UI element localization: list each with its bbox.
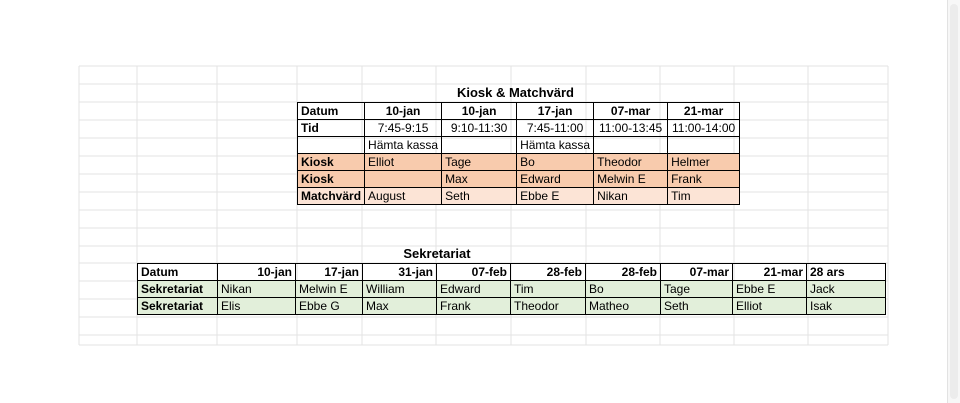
cell[interactable]: Bo (586, 281, 661, 298)
cell[interactable]: Elliot (733, 298, 807, 315)
sekretariat-table (137, 263, 886, 315)
sekretariat-header-row (138, 264, 886, 281)
cell[interactable]: 28-feb (586, 264, 661, 281)
cell[interactable]: Ebbe E (517, 188, 594, 205)
cell[interactable]: 7:45-9:15 (365, 120, 442, 137)
matchvard-row (298, 188, 740, 205)
cell[interactable] (442, 137, 517, 154)
cell[interactable]: Nikan (594, 188, 668, 205)
cell[interactable]: Datum (138, 264, 218, 281)
kiosk-table-title: Kiosk & Matchvärd (456, 85, 575, 100)
cell[interactable]: Isak (807, 298, 886, 315)
cell[interactable]: Tage (661, 281, 733, 298)
kiosk-note-row (298, 137, 740, 154)
cell[interactable]: Jack (807, 281, 886, 298)
kiosk-row (298, 154, 740, 171)
kiosk-header-row (298, 103, 740, 120)
cell[interactable] (298, 137, 365, 154)
cell[interactable]: Bo (517, 154, 594, 171)
cell[interactable]: Seth (442, 188, 517, 205)
cell[interactable]: Max (363, 298, 437, 315)
scrollbar-thumb[interactable] (950, 4, 958, 399)
cell[interactable]: 07-feb (437, 264, 511, 281)
cell[interactable]: Datum (298, 103, 365, 120)
cell[interactable]: 17-jan (517, 103, 594, 120)
cell[interactable]: Seth (661, 298, 733, 315)
cell[interactable]: Edward (517, 171, 594, 188)
cell[interactable]: 7:45-11:00 (517, 120, 594, 137)
sekretariat-row (138, 298, 886, 315)
cell[interactable]: 10-jan (218, 264, 296, 281)
cell[interactable]: Tim (511, 281, 586, 298)
kiosk-row (298, 171, 740, 188)
cell[interactable]: 07-mar (661, 264, 733, 281)
cell[interactable]: Nikan (218, 281, 296, 298)
cell[interactable]: Matheo (586, 298, 661, 315)
kiosk-time-row (298, 120, 740, 137)
cell[interactable]: Hämta kassa (517, 137, 594, 154)
cell[interactable]: Frank (668, 171, 740, 188)
cell[interactable] (668, 137, 740, 154)
cell[interactable]: Kiosk (298, 154, 365, 171)
cell[interactable]: Frank (437, 298, 511, 315)
cell[interactable]: Hämta kassa (365, 137, 442, 154)
cell[interactable]: August (365, 188, 442, 205)
cell[interactable]: Max (442, 171, 517, 188)
cell[interactable]: Theodor (594, 154, 668, 171)
cell[interactable]: Matchvärd (298, 188, 365, 205)
cell[interactable]: 07-mar (594, 103, 668, 120)
cell[interactable]: 9:10-11:30 (442, 120, 517, 137)
sekretariat-row (138, 281, 886, 298)
cell[interactable]: William (363, 281, 437, 298)
cell[interactable]: Ebbe E (733, 281, 807, 298)
cell[interactable]: Melwin E (594, 171, 668, 188)
cell[interactable]: Tid (298, 120, 365, 137)
cell[interactable] (365, 171, 442, 188)
cell[interactable]: Elliot (365, 154, 442, 171)
cell[interactable]: 28 ars (807, 264, 886, 281)
cell[interactable] (594, 137, 668, 154)
cell[interactable]: Tage (442, 154, 517, 171)
cell[interactable]: Helmer (668, 154, 740, 171)
cell[interactable]: Melwin E (296, 281, 363, 298)
cell[interactable]: 11:00-13:45 (594, 120, 668, 137)
cell[interactable]: Theodor (511, 298, 586, 315)
cell[interactable]: 10-jan (365, 103, 442, 120)
cell[interactable]: Ebbe G (296, 298, 363, 315)
kiosk-table (297, 102, 740, 205)
cell[interactable]: Sekretariat (138, 298, 218, 315)
cell[interactable]: 11:00-14:00 (668, 120, 740, 137)
cell[interactable]: 10-jan (442, 103, 517, 120)
cell[interactable]: Sekretariat (138, 281, 218, 298)
cell[interactable]: 31-jan (363, 264, 437, 281)
cell[interactable]: 21-mar (668, 103, 740, 120)
cell[interactable]: Tim (668, 188, 740, 205)
cell[interactable]: 21-mar (733, 264, 807, 281)
sekretariat-table-title: Sekretariat (403, 246, 471, 261)
cell[interactable]: 17-jan (296, 264, 363, 281)
cell[interactable]: Elis (218, 298, 296, 315)
cell[interactable]: Edward (437, 281, 511, 298)
cell[interactable]: 28-feb (511, 264, 586, 281)
cell[interactable]: Kiosk (298, 171, 365, 188)
vertical-scrollbar[interactable] (947, 0, 960, 403)
